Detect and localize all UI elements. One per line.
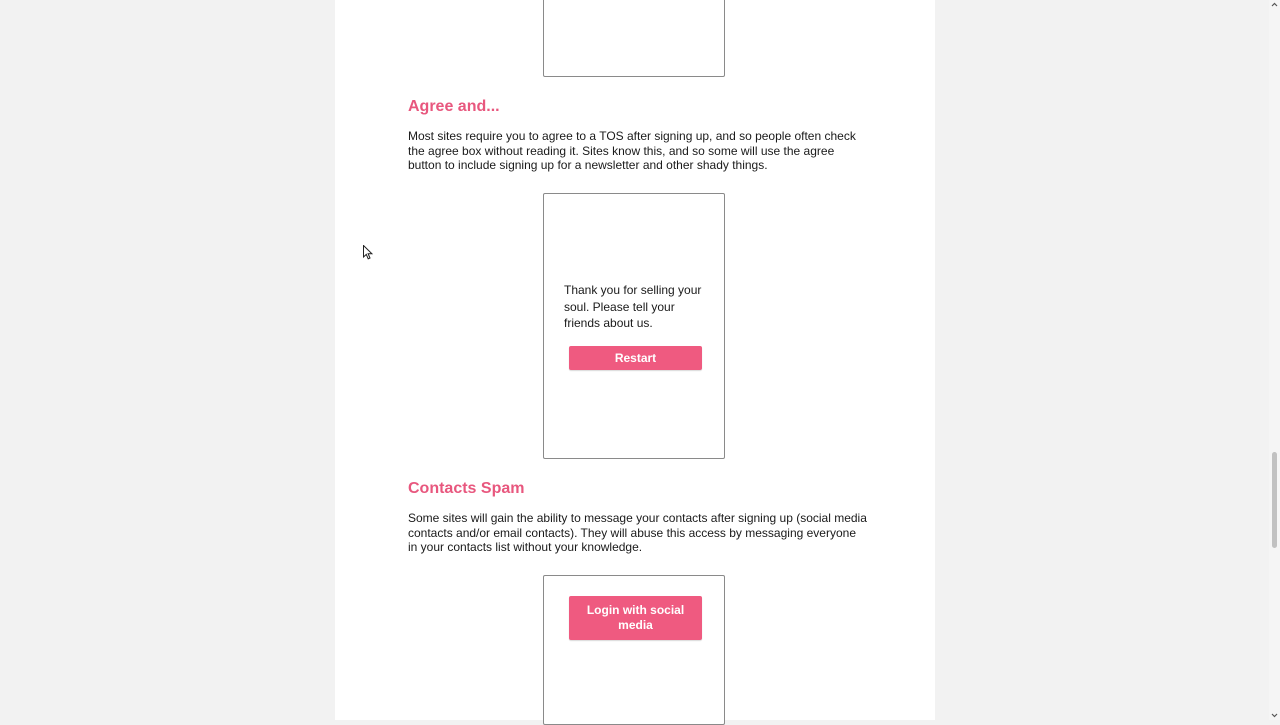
agree-demo-frame: [543, 193, 725, 459]
agree-demo-message: Thank you for selling your soul. Please tell your friends about us.: [564, 283, 702, 330]
vertical-scrollbar[interactable]: [1269, 0, 1280, 720]
contacts-section-heading: Contacts Spam: [408, 480, 525, 497]
restart-button[interactable]: Restart: [569, 346, 702, 370]
contacts-section-description: Some sites will gain the ability to message your contacts after signing up (social media contacts and/or email contacts). They will abuse this access by messaging everyone in your contacts list without your knowledge.: [408, 511, 867, 554]
arrow-cursor-icon: [363, 245, 373, 260]
agree-section-heading: Agree and...: [408, 98, 500, 115]
previous-demo-frame: [543, 0, 725, 77]
contacts-demo-frame: [543, 575, 725, 725]
chevron-up-icon[interactable]: [1269, 0, 1280, 10]
chevron-down-icon[interactable]: [1269, 710, 1280, 720]
login-social-media-button[interactable]: Login with social media: [569, 596, 702, 640]
scrollbar-thumb[interactable]: [1272, 452, 1277, 548]
agree-section-description: Most sites require you to agree to a TOS after signing up, and so people often check the agree box without reading it. Sites know this, and so some will use the agree button to include signing up for a newsletter and other shady things.: [408, 129, 856, 172]
